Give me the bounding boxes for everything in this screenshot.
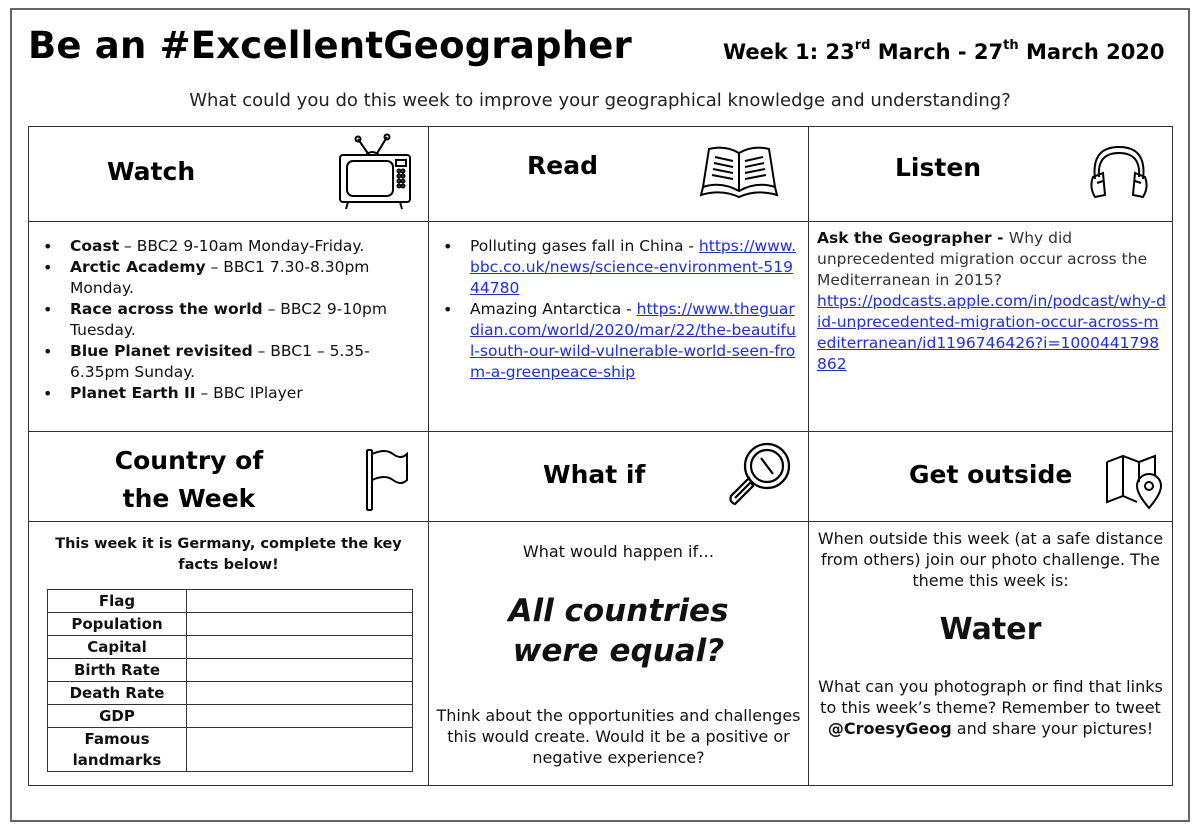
watch-list	[35, 236, 420, 404]
table-row	[48, 636, 413, 659]
twitter-handle[interactable]: @CroesyGeog	[827, 719, 952, 738]
read-title: Read	[527, 151, 598, 180]
fact-label: Death Rate	[48, 682, 187, 705]
facts-table	[47, 589, 413, 772]
list-item: • Coast – BBC2 9-10am Monday-Friday.	[35, 236, 420, 257]
headphones-icon	[1087, 141, 1151, 203]
list-item: • Blue Planet revisited – BBC1 – 5.35-6.35pm Sunday.	[35, 341, 420, 383]
whatif-question: What would happen if…	[522, 542, 715, 561]
fact-label: Famous landmarks	[48, 728, 187, 772]
country-intro: This week it is Germany, complete the key facts below!	[55, 536, 402, 573]
table-row	[48, 659, 413, 682]
outside-content	[809, 522, 1173, 786]
listen-header	[809, 127, 1173, 222]
listen-title: Listen	[895, 153, 982, 182]
fact-answer-cell[interactable]	[187, 659, 413, 682]
tv-icon	[336, 133, 416, 213]
activity-grid	[28, 126, 1173, 786]
fact-answer-cell[interactable]	[187, 590, 413, 613]
whatif-prompt: Think about the opportunities and challenges this would create. Would it be a positive or negative experience?	[436, 706, 801, 767]
theme-word: Water	[939, 612, 1042, 647]
page-subtitle: What could you do this week to improve your geographical knowledge and understanding?	[189, 90, 1011, 111]
fact-answer-cell[interactable]	[187, 682, 413, 705]
fact-answer-cell[interactable]	[187, 613, 413, 636]
read-list	[435, 236, 800, 383]
outside-body: What can you photograph or find that links to this week’s theme? Remember to tweet @CroesyGeog and share your pictures!	[818, 677, 1163, 738]
watch-content	[29, 222, 429, 432]
outside-title: Get outside	[909, 460, 1073, 489]
whatif-scenario: All countries were equal?	[508, 593, 729, 669]
table-row	[48, 728, 413, 772]
list-item: • Amazing Antarctica - https://www.theguardian.com/world/2020/mar/22/the-beautiful-south-our-wild-vulnerable-world-seen-from-a-greenpeace-ship	[435, 299, 800, 383]
fact-answer-cell[interactable]	[187, 728, 413, 772]
country-title: Country of the Week	[114, 446, 264, 513]
read-content	[429, 222, 809, 432]
fact-label: Flag	[48, 590, 187, 613]
whatif-title: What if	[543, 460, 646, 489]
fact-label: Population	[48, 613, 187, 636]
fact-label: GDP	[48, 705, 187, 728]
outside-header	[809, 432, 1173, 522]
listen-description: Why did unprecedented migration occur across the Mediterranean in 2015?	[817, 229, 1148, 289]
fact-answer-cell[interactable]	[187, 636, 413, 659]
podcast-link[interactable]: https://podcasts.apple.com/in/podcast/why-did-unprecedented-migration-occur-across-mediterranean/id1196746426?i=1000441798862	[817, 292, 1166, 373]
whatif-header	[429, 432, 809, 522]
watch-header	[29, 127, 429, 222]
list-item: • Planet Earth II – BBC IPlayer	[35, 383, 420, 404]
country-header	[29, 432, 429, 522]
listen-source: Ask the Geographer -	[817, 229, 1009, 247]
bbc-article-link[interactable]: https://www.bbc.co.uk/news/science-environment-51944780	[470, 237, 797, 297]
watch-title: Watch	[107, 157, 196, 186]
table-row	[48, 590, 413, 613]
table-row	[48, 705, 413, 728]
flag-icon	[361, 446, 411, 512]
country-content	[29, 522, 429, 786]
guardian-article-link[interactable]: https://www.theguardian.com/world/2020/mar/22/the-beautiful-south-our-wild-vulnerable-world-seen-from-a-greenpeace-ship	[470, 300, 796, 381]
open-book-icon	[699, 143, 779, 203]
listen-content	[809, 222, 1173, 432]
fact-label: Capital	[48, 636, 187, 659]
list-item: • Race across the world – BBC2 9-10pm Tuesday.	[35, 299, 420, 341]
outside-intro: When outside this week (at a safe distance from others) join our photo challenge. The theme this week is:	[817, 529, 1164, 590]
page-title: Be an #ExcellentGeographer	[28, 24, 632, 67]
list-item: • Polluting gases fall in China - https://www.bbc.co.uk/news/science-environment-51944780	[435, 236, 800, 299]
magnifying-glass-icon	[725, 440, 795, 510]
fact-answer-cell[interactable]	[187, 705, 413, 728]
map-pin-icon	[1103, 452, 1169, 512]
whatif-content	[429, 522, 809, 786]
read-header	[429, 127, 809, 222]
week-dates: Week 1: 23rd March - 27th March 2020	[723, 38, 1165, 64]
fact-label: Birth Rate	[48, 659, 187, 682]
table-row	[48, 682, 413, 705]
list-item: • Arctic Academy – BBC1 7.30-8.30pm Monday.	[35, 257, 420, 299]
table-row	[48, 613, 413, 636]
